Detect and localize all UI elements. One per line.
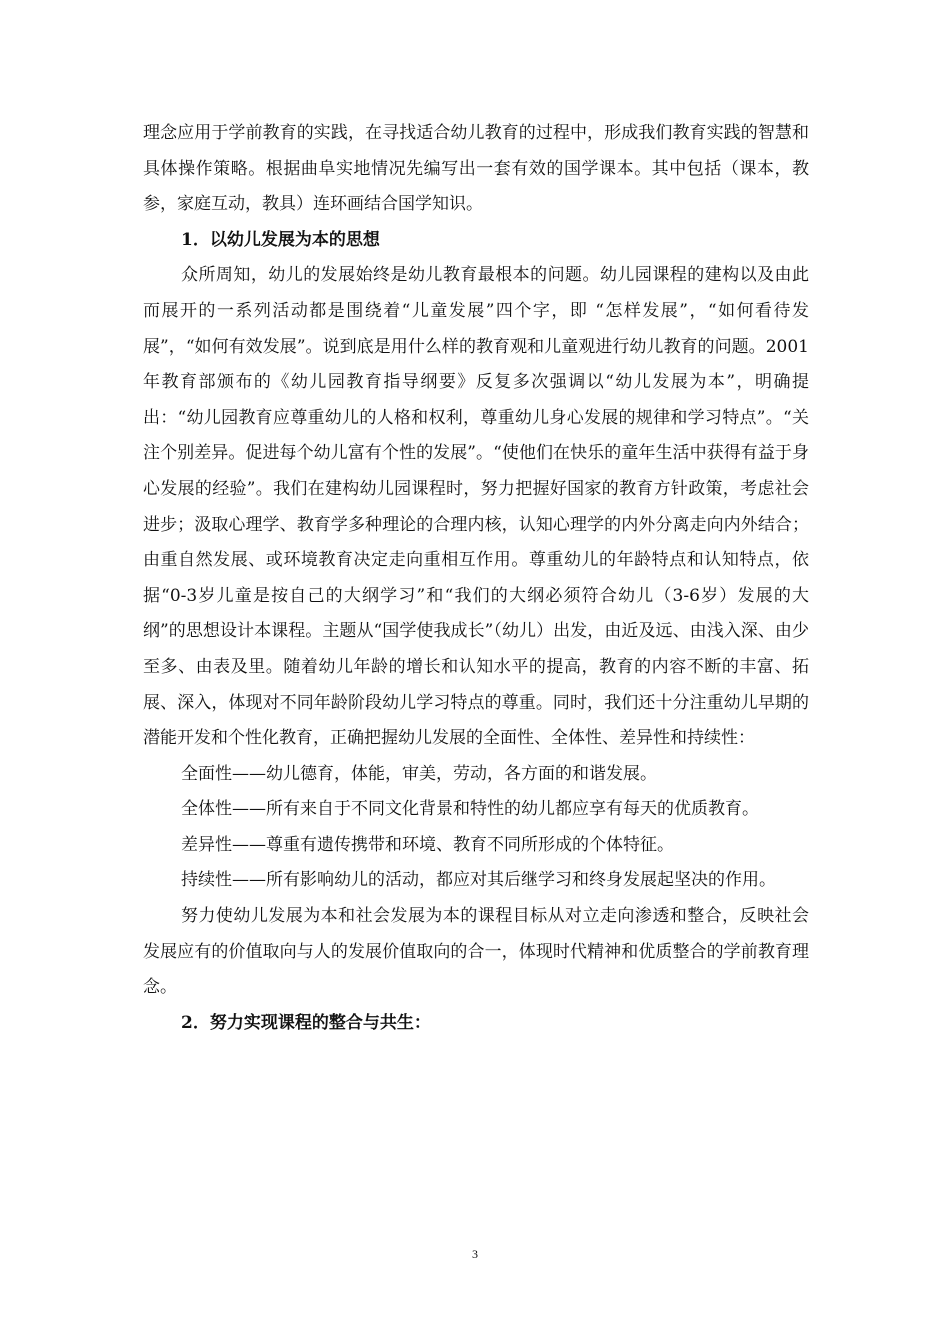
section1-paragraph-2: 努力使幼儿发展为本和社会发展为本的课程目标从对立走向渗透和整合，反映社会发展应有的价值取向与人的发展价值取向的合一，体现时代精神和优质整合的学前教育理念。 bbox=[143, 906, 809, 998]
section1-paragraph-1: 众所周知，幼儿的发展始终是幼儿教育最根本的问题。幼儿园课程的建构以及由此而展开的一系列活动都是围绕着“儿童发展”四个字，即 “怎样发展”，“如何看待发展”，“如何有效发展”。说到底是用什么样的教育观和儿童观进行幼儿教育的问题。2001年教育部颁布的《幼儿园教育指导纲要》反复多次强调以“幼儿发展为本”，明确提出：“幼儿园教育应尊重幼儿的人格和权利，尊重幼儿身心发展的规律和学习特点”。“关注个别差异。促进每个幼儿富有个性的发展”。“使他们在快乐的童年生活中获得有益于身心发展的经验”。我们在建构幼儿园课程时，努力把握好国家的教育方针政策，考虑社会进步；汲取心理学、教育学多种理论的合理内核，认知心理学的内外分离走向内外结合；由重自然发展、或环境教育决定走向重相互作用。尊重幼儿的年龄特点和认知特点，依据“0-3岁儿童是按自己的大纲学习”和“我们的大纲必须符合幼儿（3-6岁）发展的大纲”的思想设计本课程。主题从“国学使我成长”（幼儿）出发，由近及远、由浅入深、由少至多、由表及里。随着幼儿年龄的增长和认知水平的提高，教育的内容不断的丰富、拓展、深入，体现对不同年龄阶段幼儿学习特点的尊重。同时，我们还十分注重幼儿早期的潜能开发和个性化教育，正确把握幼儿发展的全面性、全体性、差异性和持续性： bbox=[143, 265, 809, 749]
intro-paragraph: 理念应用于学前教育的实践，在寻找适合幼儿教育的过程中，形成我们教育实践的智慧和具体操作策略。根据曲阜实地情况先编写出一套有效的国学课本。其中包括（课本，教参，家庭互动，教具）连环画结合国学知识。 bbox=[143, 123, 809, 215]
document-body bbox=[143, 116, 809, 1041]
point-continuity: 持续性——所有影响幼儿的活动，都应对其后继学习和终身发展起坚决的作用。 bbox=[181, 870, 776, 891]
point-entirety: 全体性——所有来自于不同文化背景和特性的幼儿都应享有每天的优质教育。 bbox=[181, 799, 759, 820]
section-heading-2: 2．努力实现课程的整合与共生： bbox=[181, 1012, 431, 1033]
section-heading-1: 1．以幼儿发展为本的思想 bbox=[181, 229, 380, 250]
page-number: 3 bbox=[472, 1247, 478, 1261]
point-comprehensive: 全面性——幼儿德育，体能，审美，劳动，各方面的和谐发展。 bbox=[181, 763, 657, 784]
point-difference: 差异性——尊重有遗传携带和环境、教育不同所形成的个体特征。 bbox=[181, 834, 674, 855]
